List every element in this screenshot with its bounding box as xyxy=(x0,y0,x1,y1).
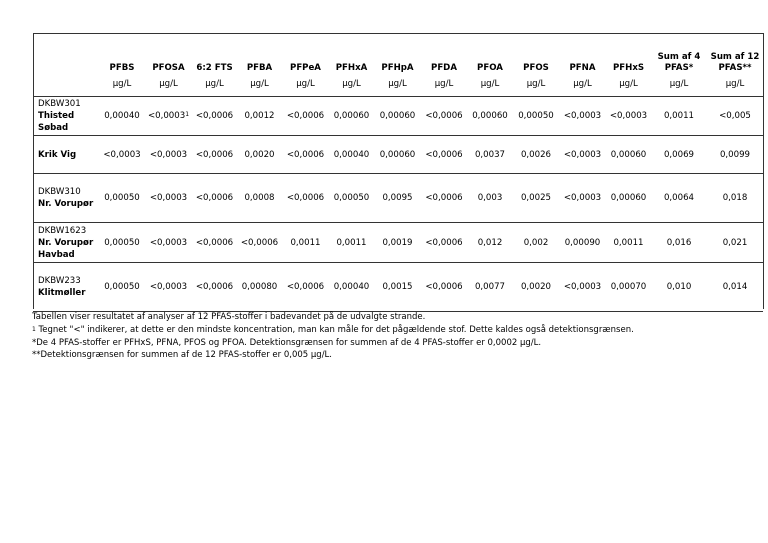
value-cell: <0,0006 xyxy=(425,111,463,121)
column-unit: µg/L xyxy=(250,79,269,90)
column-unit: µg/L xyxy=(619,79,638,90)
value-cell: <0,0003 xyxy=(563,282,602,292)
column-header: PFDA xyxy=(431,62,457,73)
value-cell: <0,0006 xyxy=(425,193,463,203)
column-header: PFPeA xyxy=(290,62,321,73)
column-header: PFBS xyxy=(109,62,135,73)
column-header: Sum af 12 PFAS** xyxy=(710,51,760,73)
column-unit: µg/L xyxy=(434,79,454,90)
column-unit: µg/L xyxy=(669,79,689,90)
location-cell xyxy=(33,263,99,312)
table-row xyxy=(33,97,763,136)
value-cell: <0,0003 xyxy=(563,111,602,121)
value-cell: 0,0064 xyxy=(663,193,695,203)
value-cell: <0,0006 xyxy=(195,111,234,121)
value-cell: 0,0011 xyxy=(663,111,695,121)
column-header: 6:2 FTS xyxy=(196,62,233,73)
column-unit: µg/L xyxy=(205,79,224,90)
table-row xyxy=(33,223,763,263)
value-cell: 0,00040 xyxy=(104,111,140,121)
header-row-substances xyxy=(33,34,763,76)
column-unit: µg/L xyxy=(573,79,592,90)
note-detection-limit-text: Tegnet "<" indikerer, at dette er den mindste koncentration, man kan måle for det pågældende stof. Dette kaldes også detektionsgrænsen. xyxy=(38,324,634,335)
value-cell: <0,0003 xyxy=(563,193,602,203)
value-cell: 0,0020 xyxy=(520,282,552,292)
column-header: Sum af 4 PFAS* xyxy=(657,51,701,73)
value-cell: 0,0011 xyxy=(290,237,321,248)
value-cell: 0,0011 xyxy=(336,237,367,248)
footnote-marker: 1 xyxy=(185,111,190,118)
value-cell: 0,0026 xyxy=(520,149,552,160)
value-cell: 0,00040 xyxy=(333,149,370,160)
value-cell: <0,0003 xyxy=(563,149,602,160)
column-unit: µg/L xyxy=(526,79,546,90)
location-name: Nr. Vorupør xyxy=(38,199,94,209)
value-cell: 0,014 xyxy=(722,282,748,292)
column-header: PFOSA xyxy=(152,62,185,73)
column-unit: µg/L xyxy=(725,79,745,90)
value-cell: 0,0015 xyxy=(382,282,413,292)
location-code: DKBW233 xyxy=(38,276,81,286)
column-header: PFHxA xyxy=(335,62,368,73)
value-cell: 0,00090 xyxy=(564,237,601,248)
value-cell: 0,0012 xyxy=(244,111,275,121)
column-unit: µg/L xyxy=(342,79,361,90)
value-cell: <0,0006 xyxy=(286,282,325,292)
column-header: PFOA xyxy=(477,62,503,73)
table-notes xyxy=(32,311,762,362)
location-cell xyxy=(33,97,99,136)
location-name: Thisted Søbad xyxy=(38,111,75,133)
value-cell: 0,0025 xyxy=(520,193,552,203)
column-header: PFBA xyxy=(246,62,273,73)
value-cell: <0,0003 xyxy=(149,193,188,203)
footnote-marker: 1 xyxy=(32,325,36,333)
value-cell: 0,010 xyxy=(666,282,692,292)
value-cell: <0,0006 xyxy=(286,111,325,121)
value-cell: <0,0003$^1$ xyxy=(147,111,190,121)
value-cell: 0,00050 xyxy=(104,237,140,248)
note-sum-4: *De 4 PFAS-stoffer er PFHxS, PFNA, PFOS og PFOA. Detektionsgrænsen for summen af de 4 PFAS-stoffer er 0,0002 µg/L. xyxy=(32,337,542,348)
value-cell: 0,003 xyxy=(477,193,503,203)
column-unit: µg/L xyxy=(159,79,178,90)
value-cell: 0,012 xyxy=(477,237,503,248)
value-cell: 0,0037 xyxy=(474,149,506,160)
value-cell: <0,005 xyxy=(719,111,751,121)
value-cell: 0,00050 xyxy=(104,193,140,203)
value-cell: <0,0006 xyxy=(195,193,234,203)
location-code: DKBW1623 xyxy=(38,225,87,236)
table-row xyxy=(33,263,763,312)
value-cell: 0,0008 xyxy=(244,193,275,203)
value-cell: <0,0006 xyxy=(425,237,463,248)
value-cell: 0,00040 xyxy=(333,282,370,292)
value-cell: <0,0006 xyxy=(425,282,463,292)
column-header: PFHpA xyxy=(381,62,414,73)
value-cell: 0,021 xyxy=(722,237,748,248)
header-row-units xyxy=(33,76,763,97)
value-cell: <0,0003 xyxy=(149,282,188,292)
value-cell: <0,0006 xyxy=(286,149,325,160)
value-cell: 0,0011 xyxy=(613,237,644,248)
value-cell: 0,00050 xyxy=(104,282,140,292)
value-cell: 0,00050 xyxy=(518,111,554,121)
value-cell: <0,0003 xyxy=(149,149,188,160)
column-unit: µg/L xyxy=(296,79,315,90)
location-name: Nr. Vorupør Havbad xyxy=(38,237,94,260)
value-cell: 0,0077 xyxy=(474,282,506,292)
value-cell: 0,00060 xyxy=(472,111,508,121)
value-cell: 0,0019 xyxy=(382,237,413,248)
value-cell: 0,0099 xyxy=(719,149,751,160)
value-cell: <0,0006 xyxy=(195,237,234,248)
value-cell: 0,016 xyxy=(666,237,692,248)
value-cell: 0,0020 xyxy=(244,149,275,160)
location-cell xyxy=(33,174,99,223)
table-row xyxy=(33,136,763,174)
value-cell: 0,00060 xyxy=(610,193,647,203)
value-cell: <0,0003 xyxy=(103,149,141,160)
column-unit: µg/L xyxy=(112,79,132,90)
note-sum-12: **Detektionsgrænsen for summen af de 12 PFAS-stoffer er 0,005 µg/L. xyxy=(32,350,332,361)
location-code: DKBW310 xyxy=(38,187,81,197)
header-location-blank xyxy=(33,34,99,76)
value-cell: 0,00060 xyxy=(379,111,416,121)
value-cell: 0,00050 xyxy=(333,193,370,203)
value-cell: <0,0003 xyxy=(149,237,188,248)
location-cell xyxy=(33,223,99,263)
value-cell: <0,0006 xyxy=(286,193,325,203)
note-intro: Tabellen viser resultatet af analyser af 12 PFAS-stoffer i badevandet på de udvalgte strande. xyxy=(32,312,426,322)
table-right-border xyxy=(763,33,764,309)
pfas-results-table xyxy=(33,33,763,312)
column-header: PFNA xyxy=(569,62,596,73)
location-name: Krik Vig xyxy=(38,149,77,160)
column-unit: µg/L xyxy=(480,79,500,90)
value-cell: <0,0003 xyxy=(609,111,648,121)
table-row xyxy=(33,174,763,223)
value-cell: 0,00080 xyxy=(241,282,278,292)
value-cell: 0,00060 xyxy=(379,149,416,160)
value-cell: <0,0006 xyxy=(425,149,463,160)
value-cell: 0,00070 xyxy=(610,282,647,292)
location-code: DKBW301 xyxy=(38,99,81,109)
note-detection-limit xyxy=(32,324,762,337)
value-cell: <0,0006 xyxy=(195,282,234,292)
header-unit-blank xyxy=(33,76,99,97)
column-unit: µg/L xyxy=(388,79,407,90)
value-cell: 0,00060 xyxy=(610,149,647,160)
value-cell: 0,0095 xyxy=(382,193,413,203)
value-cell: 0,018 xyxy=(722,193,748,203)
column-header: PFOS xyxy=(523,62,549,73)
column-header: PFHxS xyxy=(612,62,645,73)
value-cell: <0,0006 xyxy=(240,237,279,248)
location-cell xyxy=(33,136,99,174)
value-cell: 0,00060 xyxy=(333,111,370,121)
value-cell: 0,0069 xyxy=(663,149,695,160)
value-cell: <0,0006 xyxy=(195,149,234,160)
value-cell: 0,002 xyxy=(523,237,549,248)
location-name: Klitmøller xyxy=(38,288,86,298)
